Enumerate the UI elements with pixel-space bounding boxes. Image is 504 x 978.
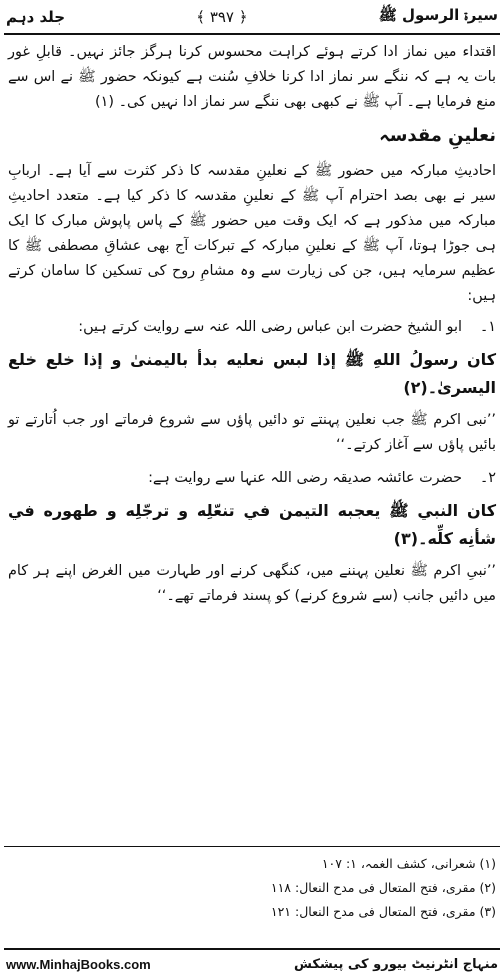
item-number: ۱۔ [479, 319, 496, 335]
arabic-text: كان رسولُ اللهِ ﷺ إذا لبس نعليه بدأ باليمنىٰ و إذا خلع خلع اليسرىٰ۔(۲) [8, 350, 496, 397]
arabic-text: كان النبي ﷺ يعجبه التيمن في تنعّلِه و ترجّلِه و طهوره في شأنِه كلِّه۔(۳) [8, 501, 496, 548]
paragraph-nalain: احادیثِ مبارکہ میں حضور ﷺ کے نعلینِ مقدسہ کا ذکر کثرت سے آیا ہے۔ اربابِ سیر نے بھی بصد احترام آپ ﷺ کے نعلینِ مقدسہ کا ذکر کیا ہے۔ متعدد احادیثِ مبارکہ میں مذکور ہے کہ ایک وقت میں حضور ﷺ کے پاس پاپوش مبارک کا ایک ہی جوڑا ہوتا، آپ ﷺ کے نعلینِ مبارکہ کے تبرکات آج بھی عشاقِ مصطفی ﷺ کا عظیم سرمایہ ہیں، جن کی زیارت سے وہ مشامِ روح کی تسکین کا سامان کرتے ہیں: [8, 163, 496, 304]
presenter-label: منہاج انٹرنیٹ بیورو کی پیشکش [294, 956, 498, 972]
footnote-rule [4, 846, 500, 847]
website-link[interactable]: www.MinhajBooks.com [6, 956, 151, 972]
section-heading: نعلینِ مقدسہ [379, 125, 496, 146]
hadith-item-2 [8, 466, 496, 609]
urdu-translation: ’’نبی اکرم ﷺ جب نعلین پہنتے تو دائیں پاؤں سے شروع فرماتے اور جب اُتارتے تو بائیں پاؤں سے آغاز کرتے۔‘‘ [8, 412, 496, 453]
footnotes [8, 852, 496, 924]
page-header [6, 4, 498, 30]
footnote: (۱) شعرانی، کشف الغمہ، ۱: ۱۰۷ [321, 856, 496, 871]
page-footer [6, 954, 498, 974]
footnote: (۲) مقری، فتح المتعال فی مدح النعال: ۱۱۸ [270, 880, 496, 895]
hadith-item-1 [8, 315, 496, 458]
item-number: ۲۔ [479, 470, 496, 486]
item-intro: ابو الشیخ حضرت ابن عباس رضی اللہ عنہ سے روایت کرتے ہیں: [78, 319, 462, 335]
book-title: سیرۃ الرسول ﷺ [378, 6, 498, 24]
urdu-translation: ’’نبیِ اکرم ﷺ نعلین پہننے میں، کنگھی کرنے اور طہارت میں الغرض اپنے ہر کام میں دائیں جانب (سے شروع کرنے) کو پسند فرماتے تھے۔‘‘ [8, 563, 496, 604]
item-intro: حضرت عائشہ صدیقہ رضی اللہ عنہا سے روایت ہے: [148, 470, 462, 486]
page-number: ﴿ ۳۹۷ ﴾ [196, 8, 248, 26]
page-body [8, 40, 496, 617]
footnote: (۳) مقری، فتح المتعال فی مدح النعال: ۱۲۱ [270, 904, 496, 919]
header-rule [4, 33, 500, 35]
volume-label: جلد دہم [6, 8, 66, 26]
paragraph-intro: اقتداء میں نماز ادا کرتے ہوئے کراہت محسوس کرنا ہرگز جائز نہیں۔ قابلِ غور بات یہ ہے کہ ننگے سر نماز ادا کرنا خلافِ سُنت ہے کیونکہ حضور ﷺ نے اس سے منع فرمایا ہے۔ آپ ﷺ نے کبھی بھی ننگے سر نماز ادا نہیں کی۔ (۱) [8, 44, 496, 110]
footer-rule [4, 948, 500, 950]
